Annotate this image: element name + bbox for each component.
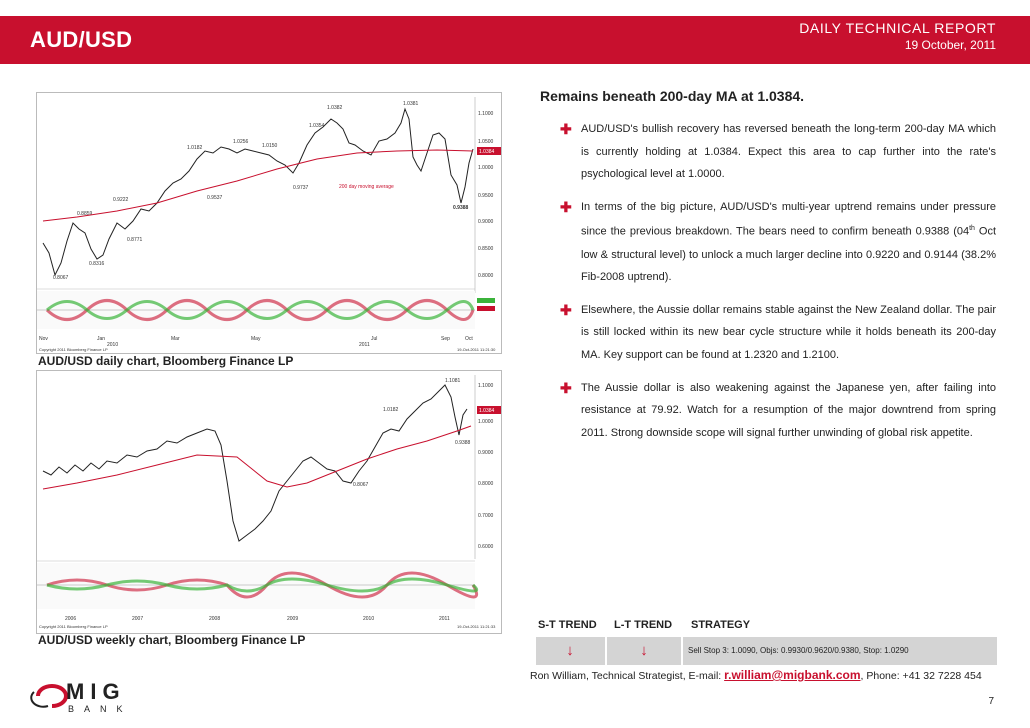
daily-month-label: Oct: [465, 336, 473, 342]
weekly-annotation: 0.9388: [455, 440, 471, 446]
daily-y-label-ma: 1.0384: [479, 149, 495, 155]
bullet-item: [540, 299, 996, 367]
daily-y-label: 0.8500: [478, 246, 494, 252]
daily-chart-caption: AUD/USD daily chart, Bloomberg Finance LP: [38, 354, 294, 368]
daily-month-label: Sep: [441, 336, 450, 342]
daily-annotation: 0.8771: [127, 237, 143, 243]
cross-icon: ✚: [560, 198, 572, 215]
daily-y-label: 1.1000: [478, 111, 494, 117]
daily-month-label: Mar: [171, 336, 180, 342]
report-title: DAILY TECHNICAL REPORT: [799, 20, 996, 36]
trend-table-row: [536, 637, 997, 665]
weekly-y-label: 0.7000: [478, 513, 494, 519]
bullet-text: Elsewhere, the Aussie dollar remains stable against the New Zealand dollar. The pair is still locked within its new bear cycle structure while it holds beneath its 200-day MA. Key support can be found at 1.2320 and 1.2100.: [581, 303, 996, 361]
st-trend-header: S-T TREND: [538, 619, 597, 631]
contact-phone: , Phone: +41 32 7228 454: [860, 670, 982, 682]
bullet-item: [540, 196, 996, 289]
daily-price-line: [43, 109, 473, 275]
down-arrow-icon: ↓: [640, 642, 648, 659]
cross-icon: ✚: [560, 379, 572, 396]
daily-chart: [36, 92, 502, 354]
daily-y-label: 0.9500: [478, 193, 494, 199]
ordinal-suffix: th: [969, 225, 975, 233]
daily-timestamp: 19-Oct-2011 11:21:30: [457, 347, 496, 352]
cross-icon: ✚: [560, 301, 572, 318]
daily-annotation: 0.9222: [113, 197, 129, 203]
ma-label: 200 day moving average: [339, 184, 394, 190]
bullet-text: The Aussie dollar is also weakening against the Japanese yen, after failing into resistance at 79.92. Watch for a resumption of the major downtrend from spring 2011. Strong downside scope will signal further unwinding of global risk appetite.: [581, 381, 996, 439]
weekly-chart: [36, 370, 502, 634]
page-number: 7: [988, 696, 994, 707]
daily-copyright: Copyright 2011 Bloomberg Finance LP: [39, 347, 108, 352]
strategy-header: STRATEGY: [691, 619, 751, 631]
daily-y-label: 0.9000: [478, 219, 494, 225]
weekly-annotation: 1.0182: [383, 407, 399, 413]
weekly-chart-caption: AUD/USD weekly chart, Bloomberg Finance LP: [38, 633, 306, 647]
contact-line: [530, 668, 982, 682]
weekly-year-label: 2010: [363, 616, 375, 622]
daily-annotation: 0.8316: [89, 261, 105, 267]
report-header: [799, 20, 996, 52]
weekly-y-label: 0.8000: [478, 481, 494, 487]
bullet-item: [540, 377, 996, 445]
weekly-year-label: 2008: [209, 616, 221, 622]
daily-annotation: 0.9388: [453, 205, 469, 211]
bullet-item: [540, 118, 996, 186]
currency-pair-title: AUD/USD: [30, 27, 133, 52]
daily-annotation: 0.8859: [77, 211, 93, 217]
weekly-copyright: Copyright 2011 Bloomberg Finance LP: [39, 624, 108, 629]
daily-annotation: 0.9737: [293, 185, 309, 191]
weekly-timestamp: 19-Oct-2011 11:21:33: [457, 624, 496, 629]
daily-chart-svg: [37, 93, 501, 353]
contact-prefix: Ron William, Technical Strategist, E-mail:: [530, 670, 725, 682]
strategy-text: Sell Stop 3: 1.0090, Objs: 0.9930/0.9620/0.9380, Stop: 1.0290: [688, 646, 909, 655]
daily-month-label: Jan: [97, 336, 106, 342]
weekly-y-label: 0.9000: [478, 450, 494, 456]
weekly-y-label: 0.6000: [478, 544, 494, 550]
daily-year-label: 2010: [107, 342, 119, 348]
mig-bank-logo: [28, 676, 148, 716]
weekly-y-label: 1.1000: [478, 383, 494, 389]
weekly-ma-line: [43, 426, 471, 489]
weekly-y-label: 1.0000: [478, 419, 494, 425]
daily-annotation: 0.9537: [207, 195, 223, 201]
daily-year-label: 2011: [359, 342, 370, 348]
daily-annotation: 1.0256: [233, 139, 249, 145]
weekly-price-line: [43, 385, 467, 541]
lt-trend-header: L-T TREND: [614, 619, 673, 631]
logo-subtext: BANK: [68, 704, 133, 714]
email-link[interactable]: r.william@migbank.com: [724, 668, 861, 682]
weekly-annotation: 1.1081: [445, 378, 461, 384]
report-date: 19 October, 2011: [904, 38, 996, 52]
daily-y-label: 1.0500: [478, 139, 494, 145]
weekly-year-label: 2006: [65, 616, 77, 622]
logo-text: MIG: [66, 679, 126, 704]
bullet-text: In terms of the big picture, AUD/USD's multi-year uptrend remains under pressure since the previous breakdown. The bears need to confirm beneath 0.9388 (04: [581, 200, 996, 239]
daily-y-label: 0.8000: [478, 273, 494, 279]
bullet-text: Oct low & structural level) to unlock a much larger decline into 0.9220 and 0.9144 (38.2% Fib-2008 uptrend).: [581, 226, 996, 284]
weekly-y-label-ma: 1.0384: [479, 408, 495, 414]
daily-annotation: 1.0382: [327, 105, 343, 111]
cross-icon: ✚: [560, 121, 572, 137]
weekly-year-label: 2011: [439, 616, 450, 622]
bullet-text: AUD/USD's bullish recovery has reversed beneath the long-term 200-day MA which is currently holding at 1.0384. Expect this area to cap further into the rate's psychological level at 1.0000.: [581, 123, 996, 181]
weekly-year-label: 2007: [132, 616, 144, 622]
daily-annotation: 0.8067: [53, 275, 69, 281]
analysis-bullets: [540, 118, 996, 454]
down-arrow-icon: ↓: [566, 642, 574, 659]
daily-month-label: Nov: [39, 336, 48, 342]
daily-annotation: 1.0150: [262, 143, 278, 149]
weekly-chart-svg: [37, 371, 501, 633]
daily-annotation: 1.0381: [403, 101, 419, 107]
daily-y-label: 1.0000: [478, 165, 494, 171]
daily-annotation: 1.0354: [309, 123, 325, 129]
weekly-year-label: 2009: [287, 616, 299, 622]
daily-month-label: May: [251, 336, 261, 342]
analysis-heading: Remains beneath 200-day MA at 1.0384.: [540, 88, 805, 104]
daily-annotation: 1.0182: [187, 145, 203, 151]
daily-ma-line: [43, 150, 473, 221]
weekly-annotation: 0.8067: [353, 482, 369, 488]
daily-month-label: Jul: [371, 336, 378, 342]
